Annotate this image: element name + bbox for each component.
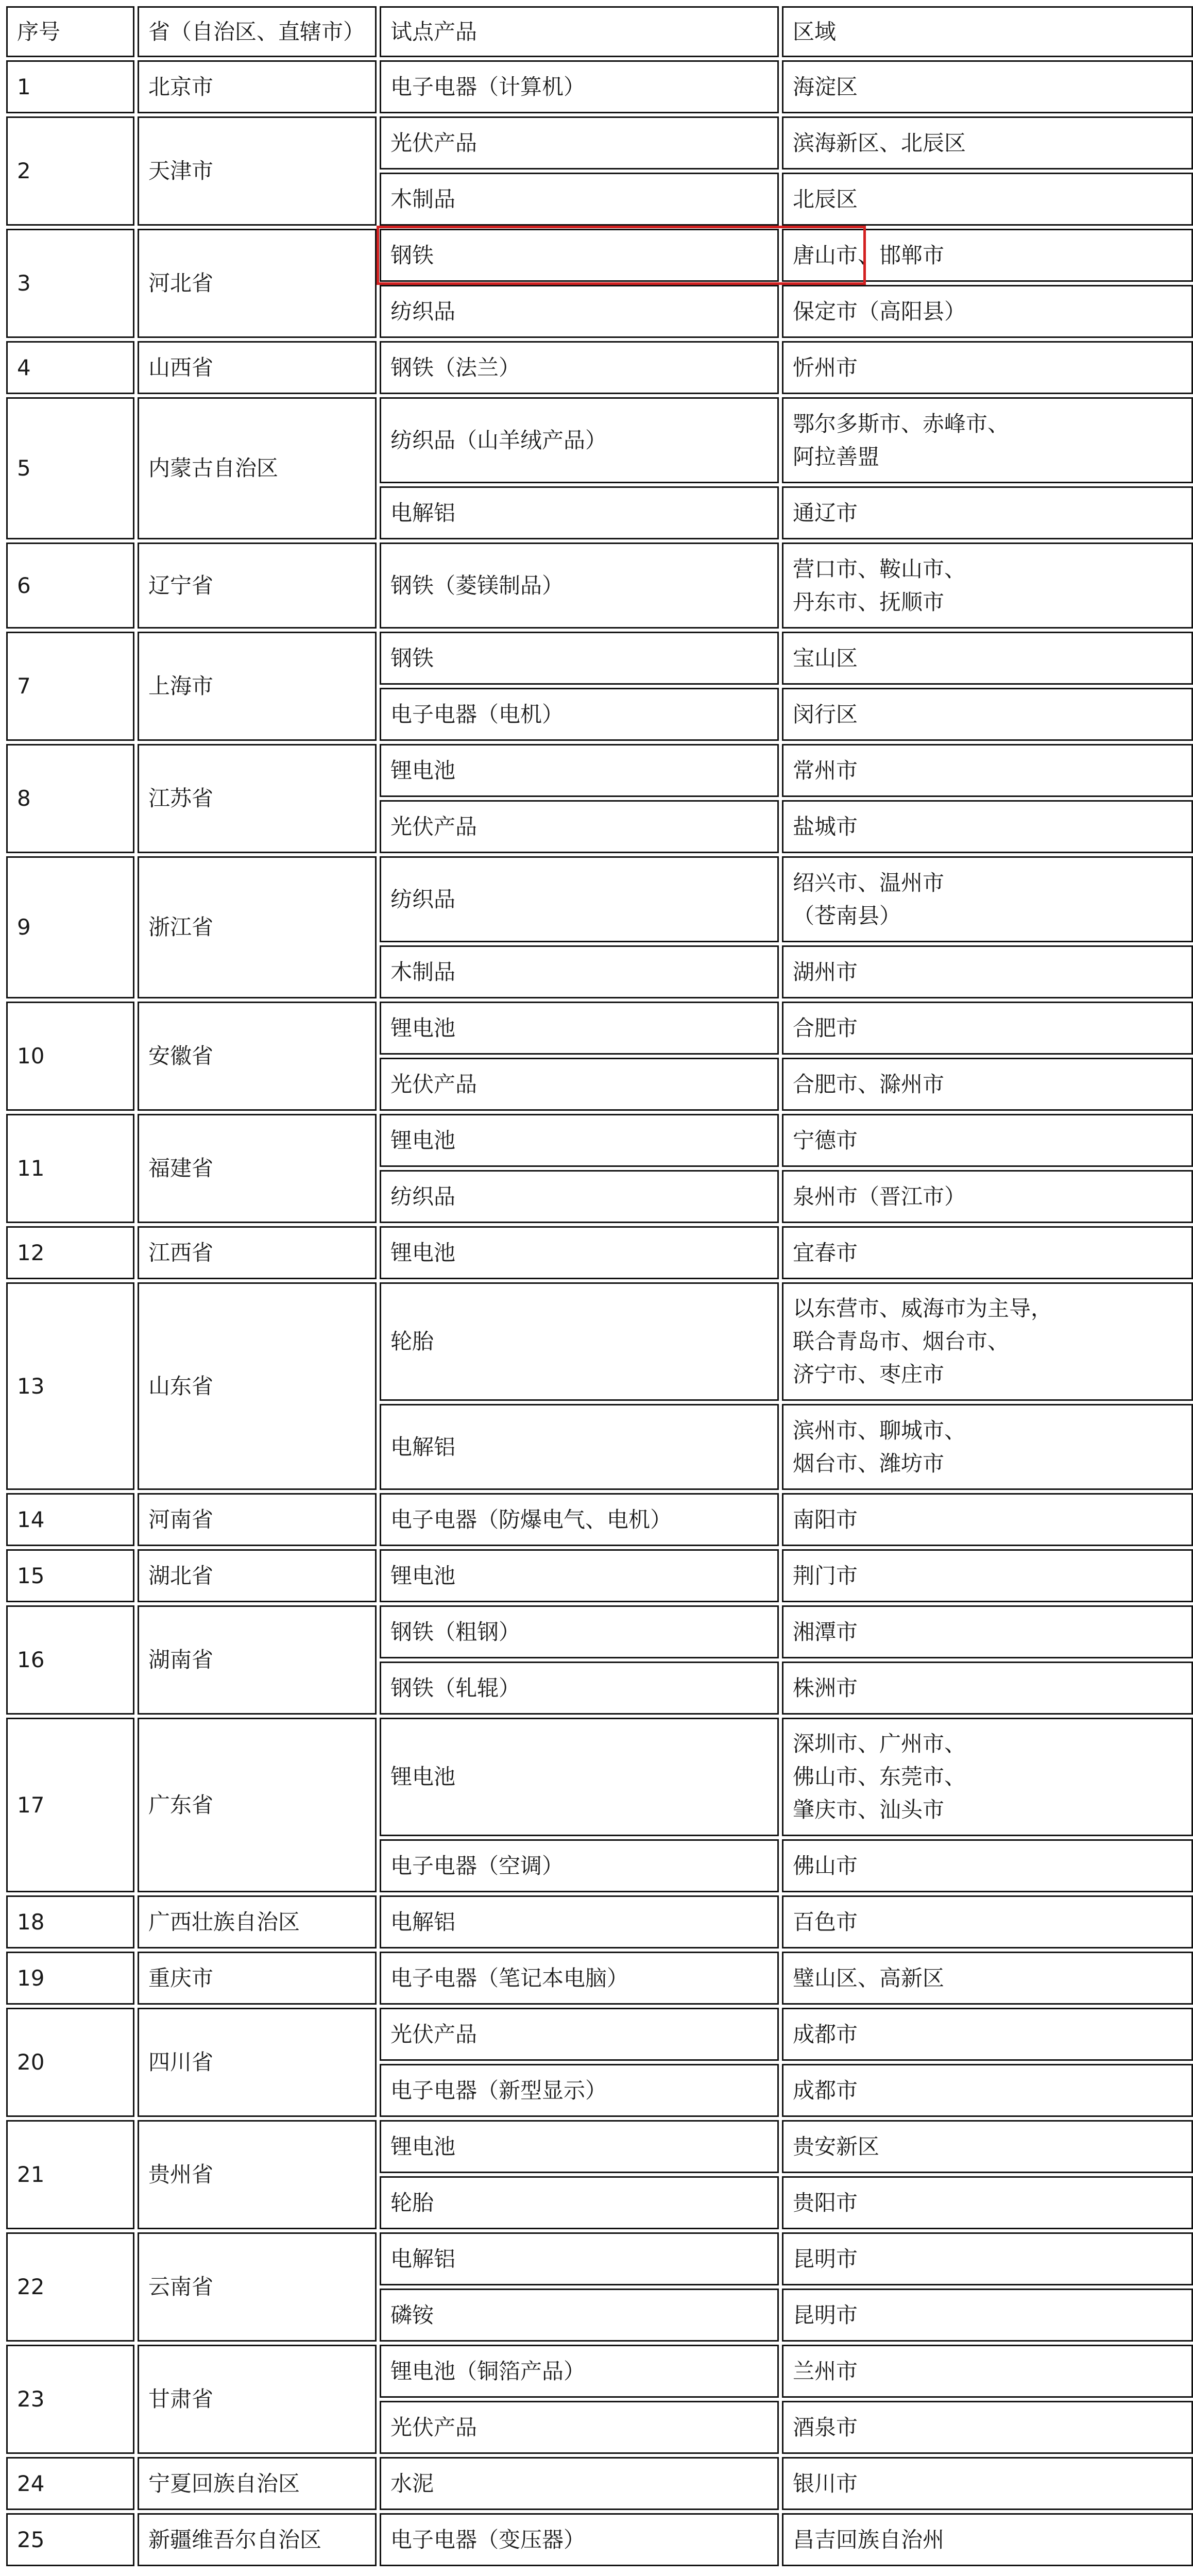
region-cell: 贵安新区: [782, 2120, 1193, 2173]
region-cell: 湖州市: [782, 945, 1193, 998]
product-cell: 电子电器（电机）: [380, 688, 779, 741]
table-row: [6, 1895, 1193, 1948]
region-cell: 成都市: [782, 2008, 1193, 2061]
product-cell: 光伏产品: [380, 116, 779, 170]
region-cell: 合肥市: [782, 1002, 1193, 1055]
row-number: 8: [6, 744, 134, 853]
table-row: [6, 2120, 1193, 2173]
table-row: [6, 229, 1193, 282]
product-cell: 锂电池: [380, 744, 779, 797]
table-row: [6, 1952, 1193, 2005]
product-cell: 光伏产品: [380, 1058, 779, 1111]
region-cell: 南阳市: [782, 1493, 1193, 1546]
row-number: 13: [6, 1282, 134, 1490]
region-cell: 兰州市: [782, 2345, 1193, 2398]
product-cell: 磷铵: [380, 2289, 779, 2342]
province-cell: 新疆维吾尔自治区: [138, 2513, 377, 2566]
region-cell: 盐城市: [782, 800, 1193, 853]
row-number: 21: [6, 2120, 134, 2229]
table-row: [6, 1493, 1193, 1546]
province-cell: 贵州省: [138, 2120, 377, 2229]
product-cell: 轮胎: [380, 1282, 779, 1401]
row-number: 18: [6, 1895, 134, 1948]
region-cell: 保定市（高阳县）: [782, 285, 1193, 338]
region-cell: 宁德市: [782, 1114, 1193, 1167]
product-cell: 钢铁（粗钢）: [380, 1605, 779, 1658]
product-cell: 光伏产品: [380, 2401, 779, 2454]
row-number: 12: [6, 1226, 134, 1279]
region-cell: 常州市: [782, 744, 1193, 797]
table-row: [6, 2345, 1193, 2398]
row-number: 4: [6, 341, 134, 394]
row-number: 6: [6, 543, 134, 629]
region-cell: 银川市: [782, 2457, 1193, 2510]
header-row: [6, 6, 1193, 57]
product-cell: 木制品: [380, 945, 779, 998]
row-number: 20: [6, 2008, 134, 2117]
region-cell: 闵行区: [782, 688, 1193, 741]
province-cell: 湖北省: [138, 1549, 377, 1602]
product-cell: 电子电器（笔记本电脑）: [380, 1952, 779, 2005]
province-cell: 四川省: [138, 2008, 377, 2117]
product-cell: 钢铁（轧辊）: [380, 1662, 779, 1715]
table-row: [6, 2513, 1193, 2566]
province-cell: 福建省: [138, 1114, 377, 1223]
product-cell: 纺织品: [380, 856, 779, 942]
table-row: [6, 1114, 1193, 1167]
province-cell: 上海市: [138, 632, 377, 741]
region-cell: 湘潭市: [782, 1605, 1193, 1658]
region-cell: 海淀区: [782, 60, 1193, 113]
product-cell: 锂电池: [380, 1114, 779, 1167]
header-region: 区域: [782, 6, 1193, 57]
region-cell: 滨海新区、北辰区: [782, 116, 1193, 170]
region-cell: 昆明市: [782, 2232, 1193, 2285]
product-cell: 纺织品: [380, 1170, 779, 1223]
header-no: 序号: [6, 6, 134, 57]
row-number: 19: [6, 1952, 134, 2005]
region-cell: 绍兴市、温州市 （苍南县）: [782, 856, 1193, 942]
product-cell: 电解铝: [380, 486, 779, 539]
product-cell: 锂电池: [380, 2120, 779, 2173]
header-product: 试点产品: [380, 6, 779, 57]
province-cell: 宁夏回族自治区: [138, 2457, 377, 2510]
table-row: [6, 60, 1193, 113]
region-cell: 株洲市: [782, 1662, 1193, 1715]
region-cell: 营口市、鞍山市、 丹东市、抚顺市: [782, 543, 1193, 629]
region-cell: 合肥市、滁州市: [782, 1058, 1193, 1111]
region-cell: 百色市: [782, 1895, 1193, 1948]
table-row: [6, 1002, 1193, 1055]
product-cell: 钢铁（菱镁制品）: [380, 543, 779, 629]
row-number: 22: [6, 2232, 134, 2342]
product-cell: 锂电池: [380, 1226, 779, 1279]
province-cell: 山东省: [138, 1282, 377, 1490]
region-cell: 深圳市、广州市、 佛山市、东莞市、 肇庆市、汕头市: [782, 1718, 1193, 1836]
product-cell: 木制品: [380, 173, 779, 226]
region-cell: 成都市: [782, 2064, 1193, 2117]
row-number: 15: [6, 1549, 134, 1602]
row-number: 11: [6, 1114, 134, 1223]
province-cell: 内蒙古自治区: [138, 397, 377, 539]
province-cell: 天津市: [138, 116, 377, 226]
product-cell: 电解铝: [380, 2232, 779, 2285]
row-number: 2: [6, 116, 134, 226]
product-cell: 电子电器（变压器）: [380, 2513, 779, 2566]
product-cell: 锂电池: [380, 1718, 779, 1836]
product-cell: 纺织品: [380, 285, 779, 338]
product-cell: 钢铁: [380, 229, 779, 282]
product-cell: 电解铝: [380, 1404, 779, 1490]
product-cell: 电子电器（空调）: [380, 1839, 779, 1892]
region-cell: 泉州市（晋江市）: [782, 1170, 1193, 1223]
row-number: 23: [6, 2345, 134, 2454]
row-number: 3: [6, 229, 134, 338]
region-cell: 昌吉回族自治州: [782, 2513, 1193, 2566]
province-cell: 甘肃省: [138, 2345, 377, 2454]
province-cell: 河北省: [138, 229, 377, 338]
row-number: 7: [6, 632, 134, 741]
product-cell: 电子电器（计算机）: [380, 60, 779, 113]
table-row: [6, 856, 1193, 942]
product-cell: 锂电池: [380, 1549, 779, 1602]
row-number: 24: [6, 2457, 134, 2510]
province-cell: 重庆市: [138, 1952, 377, 2005]
product-cell: 钢铁: [380, 632, 779, 685]
region-cell: 贵阳市: [782, 2176, 1193, 2229]
province-cell: 湖南省: [138, 1605, 377, 1715]
region-cell: 酒泉市: [782, 2401, 1193, 2454]
province-cell: 浙江省: [138, 856, 377, 998]
table-row: [6, 2232, 1193, 2285]
row-number: 10: [6, 1002, 134, 1111]
table-row: [6, 2457, 1193, 2510]
row-number: 9: [6, 856, 134, 998]
product-cell: 锂电池: [380, 1002, 779, 1055]
province-cell: 安徽省: [138, 1002, 377, 1111]
region-cell: 荆门市: [782, 1549, 1193, 1602]
region-cell: 以东营市、威海市为主导， 联合青岛市、烟台市、 济宁市、枣庄市: [782, 1282, 1193, 1401]
table-row: [6, 1282, 1193, 1401]
region-cell: 昆明市: [782, 2289, 1193, 2342]
row-number: 25: [6, 2513, 134, 2566]
table-row: [6, 1549, 1193, 1602]
region-cell: 滨州市、聊城市、 烟台市、潍坊市: [782, 1404, 1193, 1490]
row-number: 1: [6, 60, 134, 113]
table-row: [6, 1226, 1193, 1279]
region-cell: 宝山区: [782, 632, 1193, 685]
region-cell: 佛山市: [782, 1839, 1193, 1892]
table-row: [6, 632, 1193, 685]
pilot-products-table: [3, 3, 1193, 2569]
product-cell: 光伏产品: [380, 800, 779, 853]
table-row: [6, 116, 1193, 170]
province-cell: 云南省: [138, 2232, 377, 2342]
product-cell: 电子电器（防爆电气、电机）: [380, 1493, 779, 1546]
province-cell: 江西省: [138, 1226, 377, 1279]
product-cell: 光伏产品: [380, 2008, 779, 2061]
region-cell: 忻州市: [782, 341, 1193, 394]
row-number: 16: [6, 1605, 134, 1715]
table-body: [6, 6, 1193, 2566]
table-row: [6, 1605, 1193, 1658]
region-cell: 鄂尔多斯市、赤峰市、 阿拉善盟: [782, 397, 1193, 483]
table-row: [6, 2008, 1193, 2061]
row-number: 17: [6, 1718, 134, 1892]
province-cell: 北京市: [138, 60, 377, 113]
province-cell: 辽宁省: [138, 543, 377, 629]
province-cell: 广西壮族自治区: [138, 1895, 377, 1948]
region-cell: 北辰区: [782, 173, 1193, 226]
row-number: 5: [6, 397, 134, 539]
product-cell: 钢铁（法兰）: [380, 341, 779, 394]
province-cell: 山西省: [138, 341, 377, 394]
province-cell: 江苏省: [138, 744, 377, 853]
product-cell: 水泥: [380, 2457, 779, 2510]
table-row: [6, 543, 1193, 629]
product-cell: 电子电器（新型显示）: [380, 2064, 779, 2117]
table-row: [6, 744, 1193, 797]
region-cell: 宜春市: [782, 1226, 1193, 1279]
province-cell: 广东省: [138, 1718, 377, 1892]
header-province: 省（自治区、直辖市）: [138, 6, 377, 57]
row-number: 14: [6, 1493, 134, 1546]
table-row: [6, 341, 1193, 394]
product-cell: 纺织品（山羊绒产品）: [380, 397, 779, 483]
product-cell: 锂电池（铜箔产品）: [380, 2345, 779, 2398]
region-cell: 通辽市: [782, 486, 1193, 539]
product-cell: 电解铝: [380, 1895, 779, 1948]
province-cell: 河南省: [138, 1493, 377, 1546]
table-row: [6, 397, 1193, 483]
region-cell: 璧山区、高新区: [782, 1952, 1193, 2005]
table-row: [6, 1718, 1193, 1836]
region-cell: 唐山市、邯郸市: [782, 229, 1193, 282]
product-cell: 轮胎: [380, 2176, 779, 2229]
